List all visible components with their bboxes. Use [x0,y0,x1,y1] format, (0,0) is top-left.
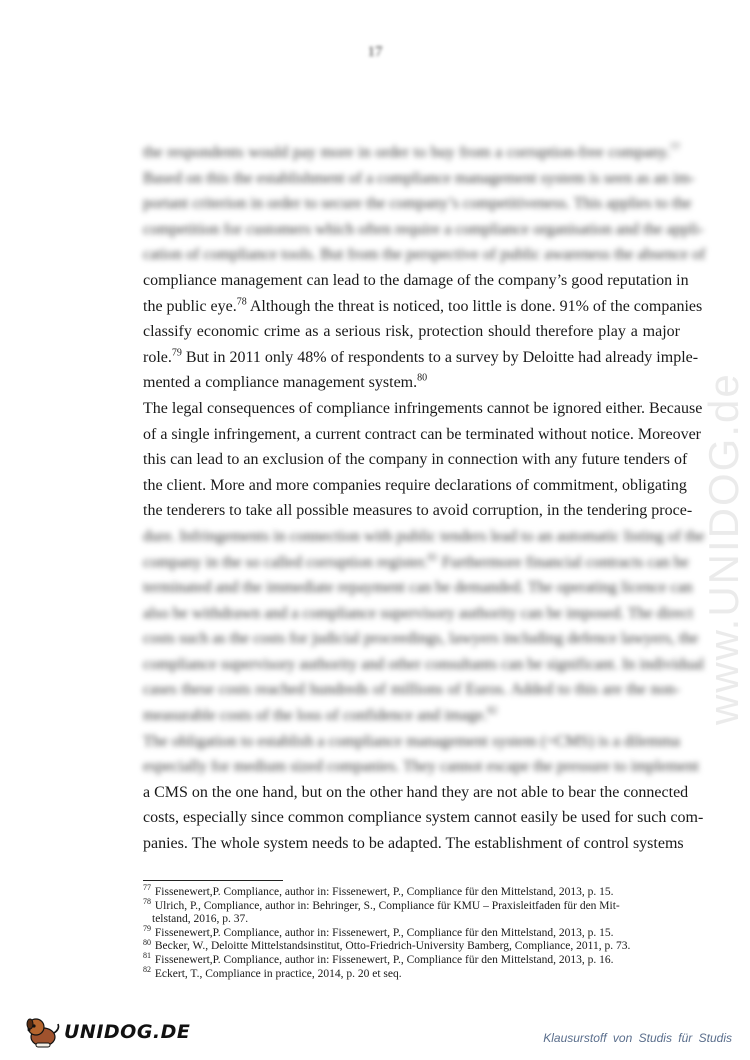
logo-text: UNIDOG.DE [64,1021,191,1043]
blurred-text-line: measurable costs of the loss of confidence and image.$^{82}$ [143,705,498,725]
blurred-text-line: cation of compliance tools. But from the perspective of public awareness the absence of [143,246,706,264]
footnote-reference: 77 [670,142,680,154]
paragraph [143,729,704,857]
footnote: $^{77}$ Fissenewert,P. Compliance, author in: Fissenewert, P., Compliance für den Mittelstand, 2013, p. 15. [143,883,614,898]
text-line: costs, especially since common compliance system cannot easily be used for such com- [143,809,704,827]
text-line: classify economic crime as a serious risk, protection should therefore play a major [143,323,680,341]
blurred-text-line: competition for customers which often require a compliance organisation and the appli- [143,220,704,238]
text-line: panies. The whole system needs to be adapted. The establishment of control systems [143,835,684,853]
footnote-divider [143,880,283,881]
text-line: the public eye.$^{78}$ Although the threat is noticed, too little is done. 91% of the companies [143,296,703,315]
blurred-text-line: terminated and the immediate repayment can be demanded. The operating licence can [143,579,693,597]
body-text [143,140,706,857]
text-line: a CMS on the one hand, but on the other hand they are not able to bear the connected [143,783,689,801]
blurred-text-line: dure. Infringements in connection with public tenders lead to an automatic listing of the [143,527,705,545]
blurred-text-line: Based on this the establishment of a compliance management system is seen as an im- [143,169,695,187]
tagline: Klausurstoff von Studis für Studis [543,1031,732,1045]
text-line: mented a compliance management system.$^{80}$ [143,373,428,392]
blurred-text-line: costs such as the costs for judicial proceedings, lawyers including defence lawyers, the [143,630,699,648]
blurred-text-line: also be withdrawn and a compliance supervisory authority can be imposed. The direct [143,604,694,622]
text-line: role.$^{79}$ But in 2011 only 48% of respondents to a survey by Deloitte had already imple- [143,347,699,366]
text-line: compliance management can lead to the damage of the company’s good reputation in [143,271,689,289]
footnote: $^{78}$ Ulrich, P., Compliance, author in: Behringer, S., Compliance für KMU – Praxisleitfaden für den Mit- telstand, 2016, p. 37. [143,896,620,926]
footnote-reference: 79 [171,347,182,359]
text-line: this can lead to an exclusion of the company in connection with any future tenders of [143,451,688,469]
text-line: The legal consequences of compliance infringements cannot be ignored either. Because [143,399,703,417]
dog-mascot-icon [22,1015,62,1049]
text-line: the tenderers to take all possible measures to avoid corruption, in the tendering proce- [143,502,693,520]
unidog-logo[interactable] [22,1015,190,1049]
blurred-text-line: compliance supervisory authority and other consultants can be significant. In individual [143,655,705,673]
blurred-text-line: The obligation to establish a compliance management system (=CMS) is a dilemma [143,732,680,750]
blurred-text-line: especially for medium sized companies. They cannot escape the pressure to implement [143,758,699,776]
footnote: $^{80}$ Becker, W., Deloitte Mittelstandsinstitut, Otto-Friedrich-University Bamberg, Compliance, 2011, p. 73. [143,937,631,953]
blurred-text-line: portant criterion in order to secure the company’s competitiveness. This applies to the [143,195,692,213]
page-number: 17 [367,44,383,60]
footnote-reference: 78 [236,296,247,308]
footnote: $^{82}$ Eckert, T., Compliance in practice, 2014, p. 20 et seq. [143,964,402,980]
blurred-text-line: the respondents would pay more in order to buy from a corruption-free company.$^{77}$ [143,142,680,161]
paragraph [143,396,705,729]
text-line: of a single infringement, a current contract can be terminated without notice. Moreover [143,425,702,443]
blurred-text-line: company in the so called corruption register.$^{81}$ Furthermore financial contracts can be [143,552,689,571]
text-line: the client. More and more companies require declarations of commitment, obligating [143,476,687,494]
footnote: $^{81}$ Fissenewert,P. Compliance, author in: Fissenewert, P., Compliance für den Mittelstand, 2013, p. 16. [143,951,614,966]
footnotes [143,883,680,981]
footnote-reference: 81 [427,552,438,564]
footnote: $^{79}$ Fissenewert,P. Compliance, author in: Fissenewert, P., Compliance für den Mittelstand, 2013, p. 15. [143,923,614,939]
footnote-reference: 82 [487,705,498,717]
blurred-text-line: cases these costs reached hundreds of millions of Euros. Added to this are the non- [143,681,680,699]
paragraph [143,140,706,396]
watermark: www.UNIDOG.de [700,372,747,725]
footnote-reference: 80 [417,373,428,385]
